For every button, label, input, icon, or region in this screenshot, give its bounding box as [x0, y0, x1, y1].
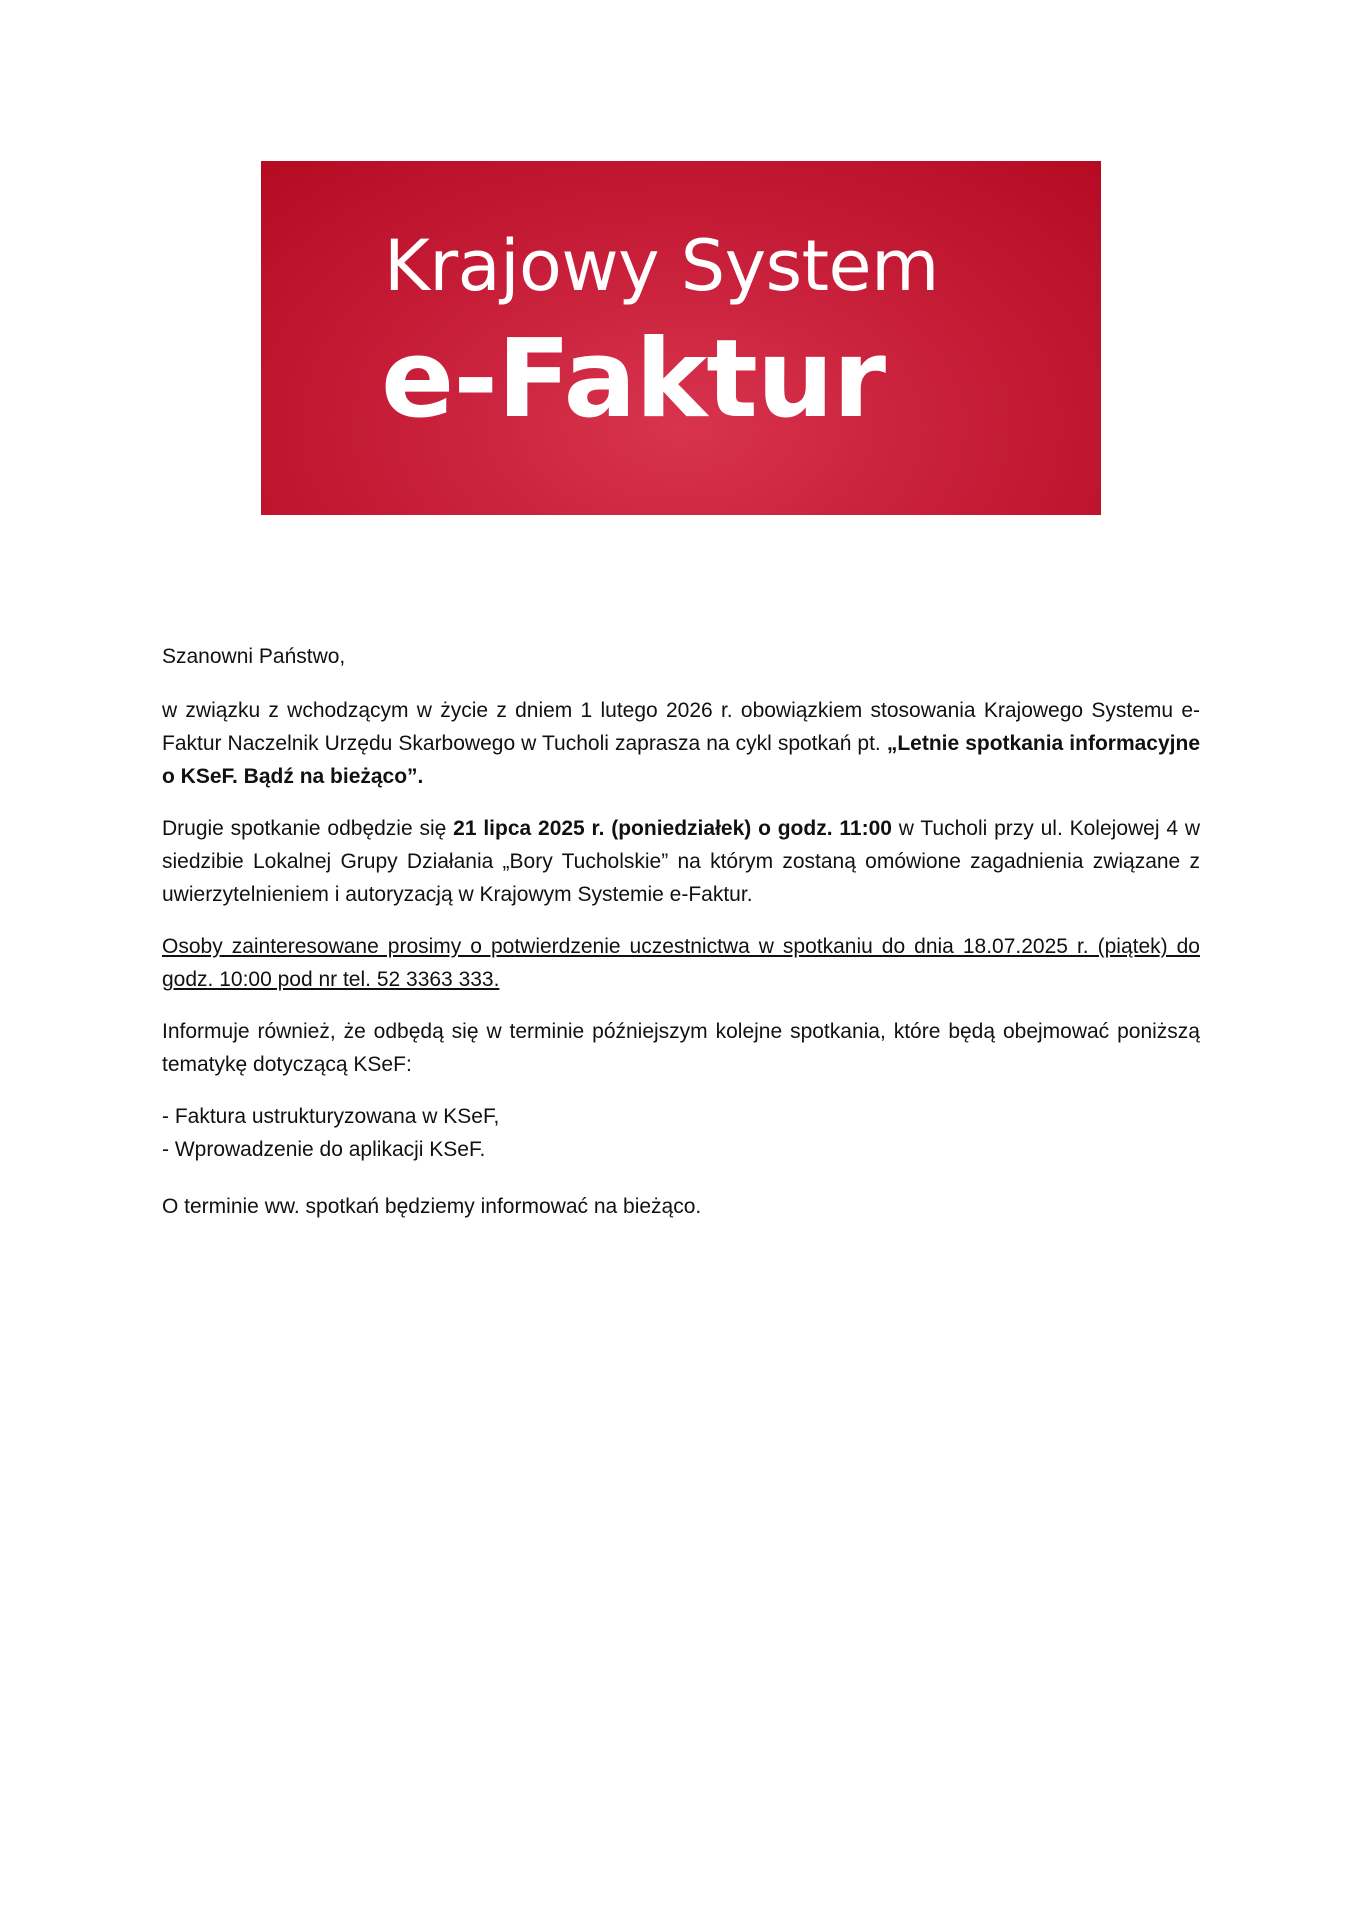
paragraph-meeting-details: [162, 812, 1200, 911]
banner-title-line2: e-Faktur: [381, 317, 885, 442]
list-item: - Wprowadzenie do aplikacji KSeF.: [162, 1138, 486, 1161]
letter-body: [162, 640, 1200, 1242]
ksef-banner: [261, 161, 1101, 515]
invitation-text: w związku z wchodzącym w życie z dniem 1 lutego 2026 r. obowiązkiem stosowania Krajowego Systemu e-Faktur Naczelnik Urzędu Skarbowego w Tucholi zaprasza na cykl spotkań pt.: [162, 699, 1200, 755]
list-item: - Faktura ustrukturyzowana w KSeF,: [162, 1105, 500, 1128]
meeting-series-title: „Letnie spotkania informacyjne o KSeF. Bądź na bieżąco”.: [162, 732, 1200, 788]
closing-line: O terminie ww. spotkań będziemy informować na bieżąco.: [162, 1195, 702, 1218]
meeting-intro: Drugie spotkanie odbędzie się: [162, 817, 454, 840]
meeting-location-topic: w Tucholi przy ul. Kolejowej 4 w siedzibie Lokalnej Grupy Działania „Bory Tucholskie” na którym zostaną omówione zagadnienia związane z uwierzytelnieniem i autoryzacją w Krajowym Systemie e-Faktur.: [162, 817, 1200, 906]
banner-title-line1: Krajowy System: [384, 225, 939, 307]
greeting: Szanowni Państwo,: [162, 645, 346, 668]
paragraph-invitation: [162, 694, 1200, 793]
topics-list: [162, 1100, 1200, 1166]
meeting-date-time: 21 lipca 2025 r. (poniedziałek) o godz. 11:00: [453, 817, 892, 840]
paragraph-future-meetings: Informuje również, że odbędą się w terminie późniejszym kolejne spotkania, które będą obejmować poniższą tematykę dotyczącą KSeF:: [162, 1020, 1200, 1076]
paragraph-registration: Osoby zainteresowane prosimy o potwierdzenie uczestnictwa w spotkaniu do dnia 18.07.2025 r. (piątek) do godz. 10:00 pod nr tel. 52 3363 333.: [162, 935, 1200, 991]
